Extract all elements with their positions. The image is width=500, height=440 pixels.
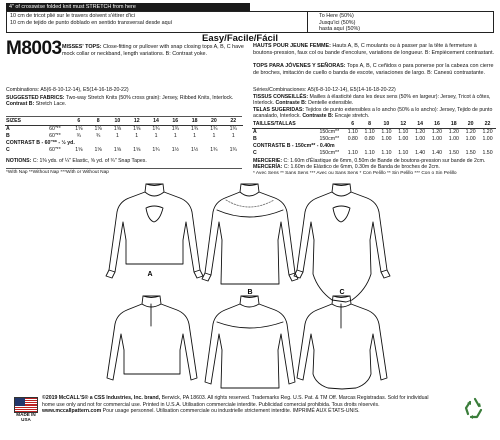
yardage-row-a [5,125,243,132]
contrast-b-row [5,139,243,146]
notions-es [253,164,495,170]
description-es [253,63,495,76]
garment-drawings [0,178,500,390]
view-a-front-label: A [147,271,153,278]
yardage-cell: 1¾ [210,126,218,133]
description-es-text: Tops A, B, C ceñidos o para ponerse por la cabeza con cierre de broches, imitación de cuello o banda de escote, variaciones de largo. B: Canesú contrastante. [253,63,494,76]
yardage-cell: 0.80 [364,135,375,142]
gauge-right-fr: Jusqu'ici (50%) [319,19,356,26]
notions-fr-heading: MERCERIE: [253,158,283,164]
view-label: A [253,129,257,136]
view-label: B [6,132,10,139]
fabrics-en-text: Two-way Stretch Knits (50% cross grain): Jersey, Ribbed Knits, Interlock. [64,95,234,101]
size-column-header: 12 [395,121,412,128]
yardage-cell: 1 [115,132,119,139]
yardage-cell: 1.20 [448,129,459,136]
yardage-cell: 1⅝ [75,146,83,153]
divider-en-notes [6,168,242,169]
view-label: C [253,149,257,156]
yardage-cell: ¾ [76,132,81,139]
yardage-cell: 1 [193,132,197,139]
fabric-width: 60"** [49,126,61,133]
yardage-cell: 1.10 [347,149,358,156]
copyright-notice [42,395,440,415]
yardage-cell: 1.00 [482,135,493,142]
yardage-cell: 1¾ [152,146,160,153]
yardage-cell: 1⅝ [133,126,141,133]
yardage-cell: 1 [212,132,216,139]
gauge-right-en: To Here (50%) [319,13,354,19]
yardage-cell: 1 [154,132,158,139]
metrage-row-c [252,149,496,156]
view-a-front-drawing [106,184,203,278]
description-es-heading: TOPS PARA JÓVENES Y SEÑORAS: [253,63,346,69]
fabrics-fr-text: Mailles à élasticité dans les deux sens (50% en largeur): Jersey, Tricot à côtes, Interlock. [253,94,491,107]
yardage-cell: 1¾ [210,146,218,153]
gauge-line-fr: 10 cm de tricot plié sur le travers doivent s'étirer d'ici [10,13,135,19]
usa-flag-icon [14,397,38,413]
yardage-cell: 1 [173,132,177,139]
size-column-header: 10 [378,121,395,128]
fabric-width: 60"** [49,146,61,153]
divider-en [6,116,242,117]
fabrics-en [6,95,242,108]
yardage-cell: 1⅝ [94,146,102,153]
fabrics-es-text: Tejidos de punto extensibles a lo ancho (50% a lo ancho): Jersey, Tejido de punto acanalado, Interlock. [253,107,493,120]
yardage-cell: 1.20 [465,129,476,136]
yardage-cell: 1.00 [448,135,459,142]
fabrics-en-heading: SUGGESTED FABRICS: [6,95,65,101]
size-column-header: 22 [479,121,496,128]
yardage-cell: 1¾ [229,146,237,153]
fabric-width: 150cm** [319,129,340,136]
fabrics-es [253,107,495,120]
yardage-header-row [5,118,243,125]
yardage-cell: 1 [231,132,235,139]
size-column-header: 8 [361,121,378,128]
yardage-table-en [5,118,243,153]
yardage-row-c [5,146,243,153]
yardage-cell: 1⅝ [94,126,102,133]
yardage-cell: 1.40 [415,149,426,156]
recycle-icon [462,395,488,421]
combinations-en [6,87,242,93]
yardage-cell: 1.50 [448,149,459,156]
yardage-cell: 1.10 [347,129,358,136]
notions-en [6,158,242,164]
notions-en-heading: NOTIONS: [6,158,32,164]
description-en-text: Close-fitting or pullover with snap closing tops A, B, C have mock collar or neckband, length variations. B: Contrast yoke. [62,44,244,57]
size-column-header: 20 [462,121,479,128]
yardage-cell: 1.10 [381,129,392,136]
yardage-cell: 1.50 [482,149,493,156]
yardage-cell: 1.00 [381,135,392,142]
yardage-cell: 1 [135,132,139,139]
size-column-header: 6 [344,121,361,128]
fabrics-es-contrast-text: Encaje stretch. [333,113,370,120]
fabric-width: 60"** [49,132,61,139]
description-fr [253,43,495,56]
fabrics-es-contrast-label: Contraste B: [302,113,334,120]
view-label: A [6,126,10,133]
sizes-label: TAILLES/TALLAS [252,121,314,128]
combinations-fr-value: A5(6-8-10-12-14), E5(14-16-18-20-22) [306,87,396,93]
yardage-cell: 1.10 [364,149,375,156]
difficulty-label: Easy/Facile/Fácil [202,33,279,44]
fabrics-fr-heading: TISSUS CONSEILLÉS: [253,94,309,100]
yardage-cell: 1⅝ [113,126,122,133]
view-b-front-drawing [202,184,298,284]
combinations-fr-label: Séries/Combinaciones: [253,87,307,93]
stretch-gauge-bar: 4" of crosswise folded knit must STRETCH from here [6,3,250,11]
nap-note-fr-es: * Avec Sens ** Sans Sens *** Avec ou Sans Sens * Con Pelillo ** Sin Pelillo *** Con o Sin Pelillo [253,171,457,176]
view-c-front-drawing [294,184,390,302]
notions-es-heading: MERCERÍA: [253,164,283,170]
notions-en-text: C: 1⅜ yds. of ¼" Elastic, ⅝ yd. of ¾" Snap Tapes. [31,158,147,164]
yardage-cell: 1.00 [465,135,476,142]
stretch-gauge [6,3,494,33]
copyright-text: Berwick, PA 18603. All rights reserved. Trademarks Reg. U.S. Pat. & TM Off. Marcas Registradas. Sold for individual home use only and not for commercial use. Printed in U.S.A. Utilisation commerciale interdite. Publicidad comercial prohibida. Tous droits réservés. [42,395,429,408]
pattern-code: M8003 [6,38,62,59]
yardage-cell: 1.00 [398,135,409,142]
yardage-cell: 1.00 [415,135,426,142]
yardage-cell: 0.80 [347,135,358,142]
gauge-stretch-marker [307,12,308,32]
contraste-b-label: CONTRASTE B - 150cm** - 0.40m [253,142,335,149]
description-fr-heading: HAUTS POUR JEUNE FEMME: [253,43,331,49]
yardage-cell: 1.20 [415,129,426,136]
view-c-back-drawing [297,296,387,389]
flag-stripe [15,409,37,410]
combinations-en-label: Combinations: [6,87,40,93]
fabric-width: 150cm** [319,135,340,142]
size-column-header: 14 [146,118,165,125]
fabrics-es-heading: TELAS SUGERIDAS: [253,107,305,113]
size-column-header: 18 [445,121,462,128]
size-column-header: 16 [166,118,185,125]
yardage-cell: 1⅝ [133,146,141,153]
yardage-row-b [5,133,243,140]
description-fr-text: Hauts A, B, C moulants ou à passer par la tête à fermeture à boutons-pression, faux col ou bande d'encolure, variations de longueur. B: Empiècement contrastant. [253,43,495,56]
yardage-table-fr [252,121,496,156]
yardage-cell: 1.00 [431,135,443,142]
nap-note-en: *With Nap **Without Nap ***With or Without Nap [6,170,109,175]
fabrics-fr [253,94,495,107]
metrage-row-a [252,128,496,135]
size-column-header: 6 [69,118,88,125]
made-in-usa-label: MADE IN USA [16,412,36,422]
description-en [62,44,246,57]
fabrics-fr-contrast-text: Dentelle extensible. [306,100,354,107]
yardage-cell: 1.10 [398,149,409,156]
combinations-fr [253,87,495,93]
view-c-front-label: C [339,289,345,296]
yardage-cell: 1.10 [398,129,409,136]
yardage-cell: ¾ [95,132,101,139]
description-en-heading: MISSES' TOPS: [62,44,102,50]
view-a-back-drawing [107,296,197,380]
notions-fr-text: C: 1.60m d'Élastique de 6mm, 0.50m de Bande de boutons-pression sur bande de 2cm. [282,158,486,164]
size-column-header: 20 [204,118,223,125]
size-column-header: 14 [412,121,429,128]
fabrics-en-contrast-text: Stretch Lace. [34,101,67,108]
fabrics-fr-contrast-label: Contraste B: [275,100,307,107]
contraste-b-row [252,142,496,149]
size-column-header: 8 [88,118,107,125]
combinations-en-value: A5(6-8-10-12-14), E5(14-16-18-20-22) [39,87,129,93]
yardage-cell: 1.20 [431,129,443,136]
gauge-right-es: hasta aquí (50%) [319,26,361,32]
view-b-front-label: B [247,289,253,296]
copyright-lead: ©2019 McCALL'S® a CSS Industries, Inc. brand, [42,395,161,401]
fabric-width: 150cm** [319,149,340,156]
metrage-header-row [252,121,496,128]
size-column-header: 12 [127,118,146,125]
size-column-header: 18 [185,118,204,125]
yardage-cell: 1½ [171,146,179,153]
metrage-row-b [252,136,496,143]
view-label: B [253,135,257,142]
flag-stripe [15,407,37,408]
yardage-cell: 1.10 [364,129,375,136]
yardage-cell: 1.40 [431,149,443,156]
yardage-cell: 1.50 [465,149,476,156]
yardage-cell: 1¾ [152,126,160,133]
yardage-cell: 1⅝ [75,126,83,133]
yardage-cell: 1⅝ [113,146,122,153]
gauge-line-es: 10 cm de tejido de punto doblado en sentido transversal desde aquí [10,20,173,26]
view-label: C [6,146,10,153]
copyright-text-2: Pour usage personnel. Utilisation commerciale ou industrielle strictement interdite. IMPRIMÉ AUX ÉTATS-UNIS. [101,408,360,414]
fabrics-en-contrast-label: Contrast B: [6,101,35,108]
yardage-cell: 1½ [191,146,199,153]
website-link[interactable]: www.mccallpattern.com [42,408,102,414]
contrast-b-label: CONTRAST B - 60"** - ½ yd. [6,139,75,146]
size-column-header: 10 [108,118,127,125]
yardage-cell: 1¾ [229,126,237,133]
yardage-cell: 1.10 [381,149,392,156]
footer [0,391,500,440]
view-b-back-drawing [205,296,295,388]
yardage-cell: 1.20 [482,129,493,136]
stretch-gauge-box [6,11,494,33]
notions-es-text: C: 1.60m de Elástico de 6mm, 0.30m de Banda de broches de 2cm. [282,164,440,170]
yardage-cell: 1¾ [171,126,179,133]
size-column-header: 16 [429,121,446,128]
yardage-cell: 1¾ [191,126,199,133]
flag-canton [15,398,25,406]
sizes-label: SIZES [5,118,41,125]
size-column-header: 22 [224,118,243,125]
